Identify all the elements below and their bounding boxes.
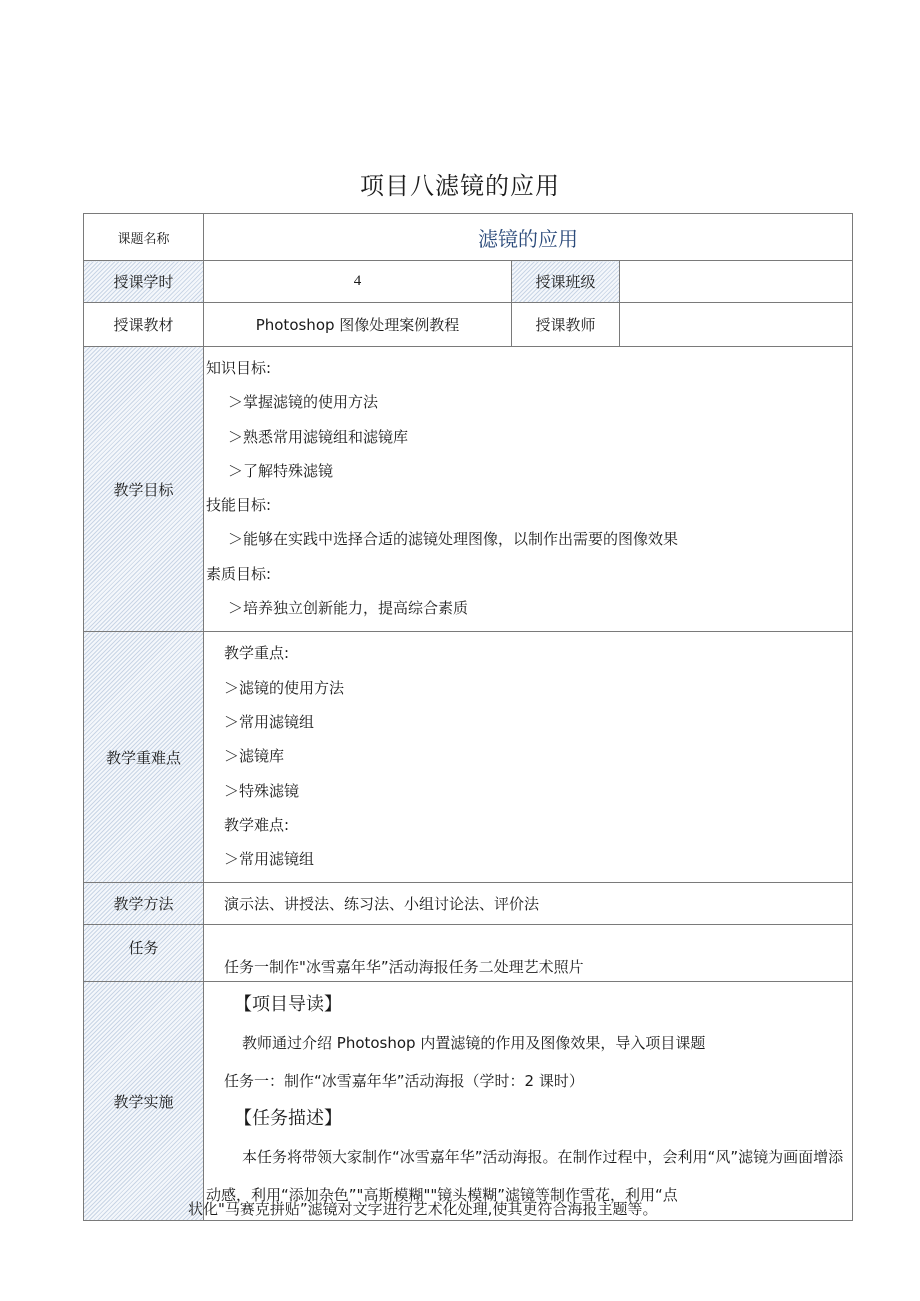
impl-heading-guide: 【项目导读】 [234,994,342,1016]
goals-line: ＞培养独立创新能力，提高综合素质 [228,599,469,618]
course-name-value: 滤镜的应用 [204,214,853,261]
goals-line: ＞了解特殊滤镜 [228,461,334,480]
keypoints-label: 教学重难点 [84,632,204,883]
impl-description: 本任务将带领大家制作“冰雪嘉年华”活动海报。在制作过程中，会利用“风”滤镜为画面增添动感，利用“添加杂色”"高斯模糊""镜头模糊”滤镜等制作雪花，利用“点 [206,1148,844,1205]
footer-continuation: 状化"马赛克拼贴”滤镜对文字进行艺术化处理,使其更符合海报主题等。 [188,1200,658,1218]
keypoints-line: ＞特殊滤镜 [224,781,300,800]
goals-line: ＞能够在实践中选择合适的滤镜处理图像，以制作出需要的图像效果 [228,530,679,549]
tasks-value: 任务一制作"冰雪嘉年华”活动海报任务二处理艺术照片 [204,925,853,982]
course-name-label: 课题名称 [84,214,204,261]
textbook-value: Photoshop 图像处理案例教程 [204,303,512,347]
tasks-label: 任务 [84,925,204,982]
impl-label: 教学实施 [84,982,204,1221]
keypoints-line: 教学重点: [224,644,290,663]
page-title: 项目八滤镜的应用 [360,172,560,200]
hours-value: 4 [204,261,512,303]
goals-line: ＞熟悉常用滤镜组和滤镜库 [228,427,409,446]
goals-line: ＞掌握滤镜的使用方法 [228,393,379,412]
teacher-label: 授课教师 [512,303,620,347]
methods-value: 演示法、讲授法、练习法、小组讨论法、评价法 [204,883,853,925]
keypoints-line: ＞滤镜的使用方法 [224,678,345,697]
impl-intro: 教师通过介绍 Photoshop 内置滤镜的作用及图像效果，导入项目课题 [242,1034,706,1053]
goals-label: 教学目标 [84,347,204,632]
hours-label: 授课学时 [84,261,204,303]
keypoints-line: ＞滤镜库 [224,747,285,766]
goals-content [204,347,853,632]
methods-label: 教学方法 [84,883,204,925]
keypoints-content [204,632,853,883]
lesson-plan-table [83,213,853,1221]
textbook-label: 授课教材 [84,303,204,347]
goals-line: 技能目标: [206,496,272,515]
keypoints-line: ＞常用滤镜组 [224,712,315,731]
impl-heading-desc: 【任务描述】 [234,1108,342,1130]
goals-line: 素质目标: [206,564,272,583]
goals-line: 知识目标: [206,359,272,377]
keypoints-line: 教学难点: [224,815,290,834]
keypoints-line: ＞常用滤镜组 [224,850,315,869]
impl-task1: 任务一：制作“冰雪嘉年华”活动海报（学时：2 课时） [224,1072,584,1091]
class-label: 授课班级 [512,261,620,303]
class-value [620,261,853,303]
impl-content [204,982,853,1221]
teacher-value [620,303,853,347]
